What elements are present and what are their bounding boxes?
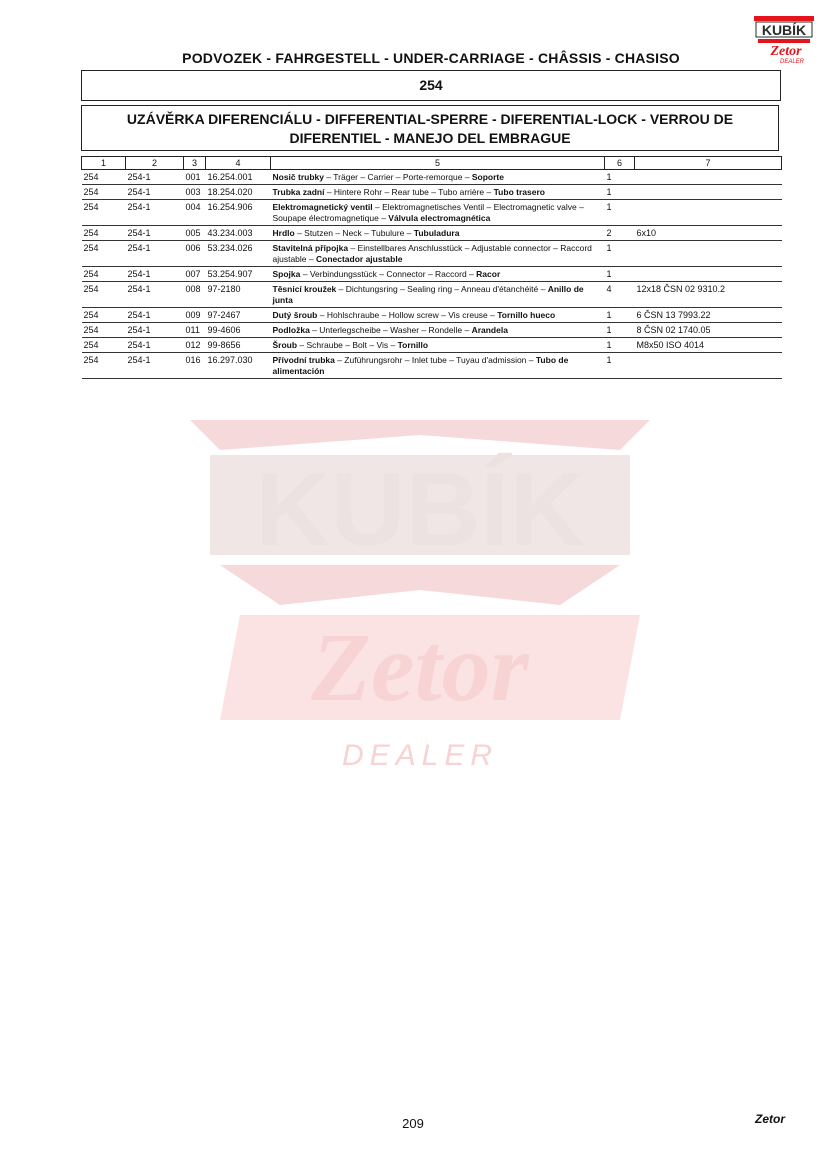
description-translations: – Stutzen – Neck – Tubulure –	[294, 228, 414, 238]
note-cell	[635, 267, 782, 282]
note-cell: 12x18 ČSN 02 9310.2	[635, 282, 782, 308]
position-cell: 007	[184, 267, 206, 282]
description-cell	[271, 170, 605, 185]
position-cell: 008	[184, 282, 206, 308]
part-number-cell: 99-8656	[206, 338, 271, 353]
position-cell: 012	[184, 338, 206, 353]
note-cell: 6x10	[635, 226, 782, 241]
description-cs: Spojka	[272, 269, 301, 279]
column-header-2: 2	[126, 157, 184, 170]
group-cell: 254	[82, 170, 126, 185]
description-cs: Přívodní trubka	[272, 355, 335, 365]
description-cs: Dutý šroub	[272, 310, 318, 320]
note-cell: 6 ČSN 13 7993.22	[635, 308, 782, 323]
description-cell	[271, 338, 605, 353]
column-header-4: 4	[206, 157, 271, 170]
quantity-cell: 1	[605, 323, 635, 338]
part-number-cell: 97-2467	[206, 308, 271, 323]
table-row	[82, 241, 782, 267]
quantity-cell: 1	[605, 170, 635, 185]
watermark-zetor-text: Zetor	[311, 614, 529, 722]
table-header-row	[82, 157, 782, 170]
position-cell: 009	[184, 308, 206, 323]
figure-cell: 254-1	[126, 185, 184, 200]
table-row	[82, 323, 782, 338]
group-cell: 254	[82, 226, 126, 241]
table-row	[82, 185, 782, 200]
quantity-cell: 1	[605, 241, 635, 267]
section-title-line-1: UZÁVĚRKA DIFERENCIÁLU - DIFFERENTIAL-SPERRE - DIFERENTIAL-LOCK - VERROU DE	[126, 111, 734, 127]
figure-cell: 254-1	[126, 338, 184, 353]
part-number-cell: 43.234.003	[206, 226, 271, 241]
description-es: Tubuladura	[413, 228, 460, 238]
part-number-cell: 16.254.001	[206, 170, 271, 185]
figure-cell: 254-1	[126, 282, 184, 308]
description-translations: – Dichtungsring – Sealing ring – Anneau d'étanchéité –	[336, 284, 548, 294]
table-row	[82, 200, 782, 226]
position-cell: 016	[184, 353, 206, 379]
part-number-cell: 16.254.906	[206, 200, 271, 226]
group-number: 254	[419, 77, 443, 93]
position-cell: 003	[184, 185, 206, 200]
part-number-cell: 53.254.907	[206, 267, 271, 282]
logo-zetor-text: Zetor	[770, 44, 802, 59]
part-number-cell: 99-4606	[206, 323, 271, 338]
description-es: Conectador ajustable	[315, 254, 403, 264]
figure-cell: 254-1	[126, 241, 184, 267]
description-translations: – Schraube – Bolt – Vis –	[297, 340, 398, 350]
description-cell	[271, 308, 605, 323]
table-row	[82, 353, 782, 379]
figure-cell: 254-1	[126, 323, 184, 338]
note-cell	[635, 185, 782, 200]
group-cell: 254	[82, 241, 126, 267]
group-cell: 254	[82, 267, 126, 282]
quantity-cell: 1	[605, 338, 635, 353]
group-cell: 254	[82, 353, 126, 379]
figure-cell: 254-1	[126, 308, 184, 323]
description-translations: – Einstellbares Anschlusstück – Adjustable connector – Raccord ajustable –	[272, 243, 592, 264]
description-cell	[271, 323, 605, 338]
description-cs: Hrdlo	[272, 228, 295, 238]
group-cell: 254	[82, 282, 126, 308]
note-cell	[635, 170, 782, 185]
part-number-cell: 16.297.030	[206, 353, 271, 379]
position-cell: 011	[184, 323, 206, 338]
description-cs: Šroub	[272, 340, 298, 350]
quantity-cell: 1	[605, 267, 635, 282]
description-cs: Stavitelná přípojka	[272, 243, 349, 253]
page-number: 209	[402, 1116, 424, 1131]
column-header-3: 3	[184, 157, 206, 170]
description-translations: – Hohlschraube – Hollow screw – Vis creuse –	[317, 310, 498, 320]
watermark-dealer-text: DEALER	[341, 739, 499, 772]
note-cell: M8x50 ISO 4014	[635, 338, 782, 353]
parts-table	[81, 156, 782, 379]
description-cell	[271, 185, 605, 200]
part-number-cell: 18.254.020	[206, 185, 271, 200]
description-es: Tubo trasero	[493, 187, 545, 197]
description-es: Tornillo hueco	[497, 310, 556, 320]
description-cs: Těsnicí kroužek	[272, 284, 337, 294]
description-cell	[271, 353, 605, 379]
group-number-box	[81, 70, 781, 101]
table-row	[82, 338, 782, 353]
page-header-title: PODVOZEK - FAHRGESTELL - UNDER-CARRIAGE - CHÂSSIS - CHASISO	[182, 50, 680, 66]
group-cell: 254	[82, 200, 126, 226]
description-cs: Nosič trubky	[272, 172, 324, 182]
description-translations: – Zuführungsrohr – Inlet tube – Tuyau d'admission –	[334, 355, 536, 365]
part-number-cell: 53.234.026	[206, 241, 271, 267]
column-header-6: 6	[605, 157, 635, 170]
quantity-cell: 1	[605, 200, 635, 226]
quantity-cell: 1	[605, 185, 635, 200]
figure-cell: 254-1	[126, 170, 184, 185]
description-cell	[271, 282, 605, 308]
description-es: Arandela	[471, 325, 508, 335]
description-cell	[271, 226, 605, 241]
table-row	[82, 282, 782, 308]
watermark-kubik-text: KUBÍK	[255, 452, 585, 568]
table-row	[82, 170, 782, 185]
quantity-cell: 1	[605, 308, 635, 323]
figure-cell: 254-1	[126, 200, 184, 226]
quantity-cell: 1	[605, 353, 635, 379]
group-cell: 254	[82, 323, 126, 338]
section-title-box	[81, 105, 779, 151]
description-cs: Elektromagnetický ventil	[272, 202, 373, 212]
column-header-5: 5	[271, 157, 605, 170]
position-cell: 004	[184, 200, 206, 226]
table-row	[82, 308, 782, 323]
group-cell: 254	[82, 308, 126, 323]
kubik-zetor-watermark	[180, 400, 660, 800]
description-es: Soporte	[471, 172, 504, 182]
description-es: Tubo de alimentación	[272, 355, 569, 376]
description-translations: – Hintere Rohr – Rear tube – Tubo arrière –	[324, 187, 494, 197]
logo-dealer-text: DEALER	[779, 59, 805, 65]
column-header-1: 1	[82, 157, 126, 170]
description-cell	[271, 200, 605, 226]
position-cell: 005	[184, 226, 206, 241]
note-cell	[635, 241, 782, 267]
position-cell: 001	[184, 170, 206, 185]
description-translations: – Träger – Carrier – Porte-remorque –	[324, 172, 472, 182]
description-translations: – Verbindungsstück – Connector – Raccord –	[300, 269, 477, 279]
quantity-cell: 4	[605, 282, 635, 308]
position-cell: 006	[184, 241, 206, 267]
description-cell	[271, 241, 605, 267]
description-translations: – Elektromagnetisches Ventil – Electromagnetic valve – Soupape électromagnetique –	[272, 202, 584, 223]
description-cs: Podložka	[272, 325, 310, 335]
note-cell	[635, 200, 782, 226]
description-es: Tornillo	[397, 340, 429, 350]
description-translations: – Unterlegscheibe – Washer – Rondelle –	[309, 325, 472, 335]
part-number-cell: 97-2180	[206, 282, 271, 308]
note-cell: 8 ČSN 02 1740.05	[635, 323, 782, 338]
description-cell	[271, 267, 605, 282]
column-header-7: 7	[635, 157, 782, 170]
section-title-line-2: DIFERENTIEL - MANEJO DEL EMBRAGUE	[289, 130, 571, 146]
table-body	[82, 170, 782, 379]
group-cell: 254	[82, 338, 126, 353]
figure-cell: 254-1	[126, 267, 184, 282]
description-cs: Trubka zadní	[272, 187, 325, 197]
table-row	[82, 267, 782, 282]
description-es: Racor	[476, 269, 501, 279]
logo-kubik-text: KUBÍK	[761, 22, 807, 38]
group-cell: 254	[82, 185, 126, 200]
table-row	[82, 226, 782, 241]
note-cell	[635, 353, 782, 379]
description-es: Válvula electromagnética	[388, 213, 491, 223]
description-es: Anillo de junta	[272, 284, 584, 305]
quantity-cell: 2	[605, 226, 635, 241]
footer-zetor-logo: Zetor	[755, 1112, 785, 1126]
figure-cell: 254-1	[126, 353, 184, 379]
figure-cell: 254-1	[126, 226, 184, 241]
